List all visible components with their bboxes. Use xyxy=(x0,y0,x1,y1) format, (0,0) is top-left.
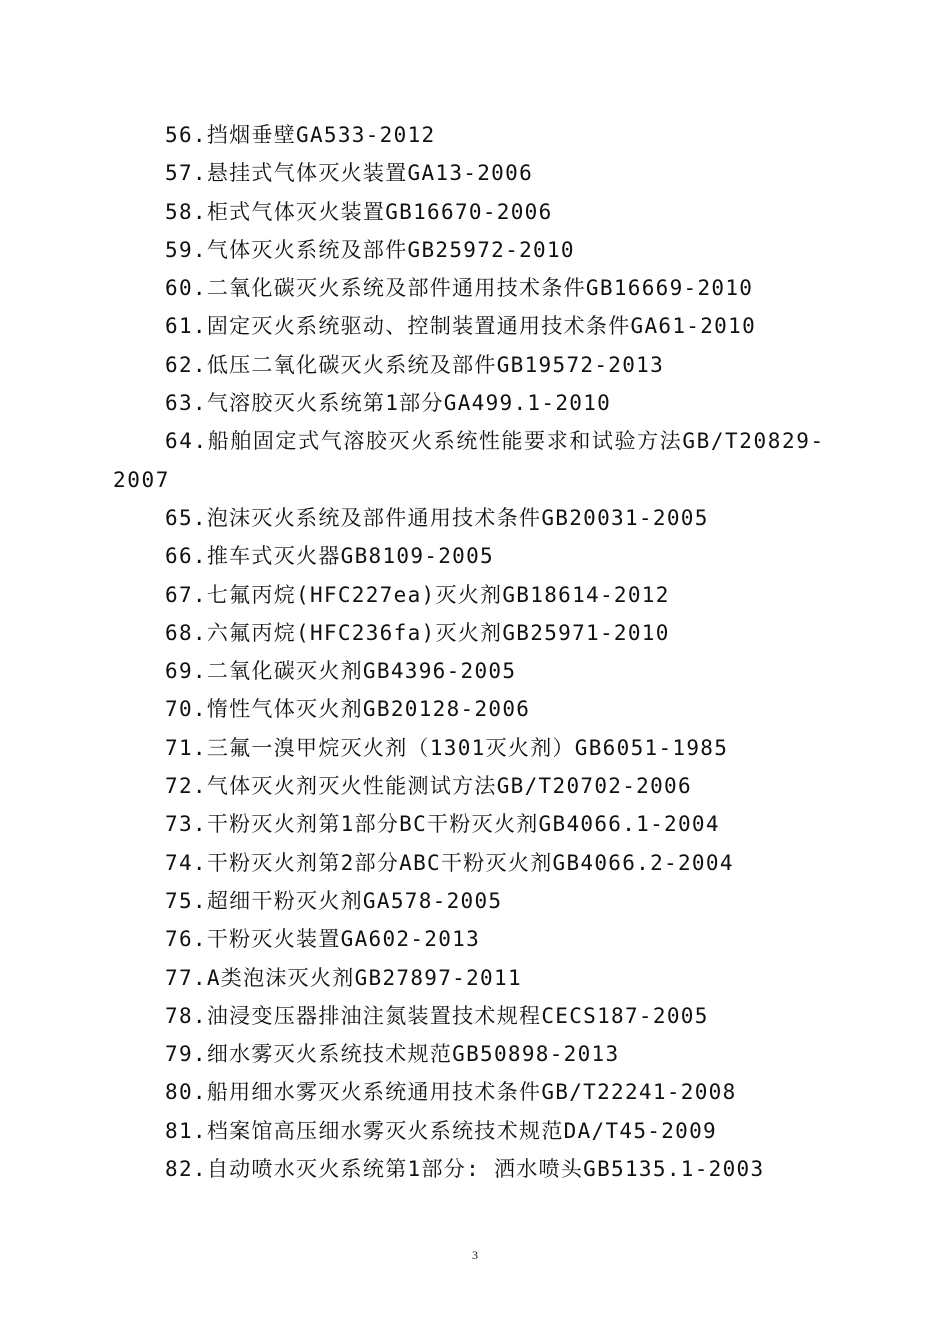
list-item: 70.惰性气体灭火剂GB20128-2006 xyxy=(165,697,531,722)
list-item: 75.超细干粉灭火剂GA578-2005 xyxy=(165,888,503,913)
list-item: 59.气体灭火系统及部件GB25972-2010 xyxy=(165,237,575,262)
list-item: 79.细水雾灭火系统技术规范GB50898-2013 xyxy=(165,1042,620,1067)
list-item: 77.A类泡沫灭火剂GB27897-2011 xyxy=(165,965,522,990)
list-item: 80.船用细水雾灭火系统通用技术条件GB/T22241-2008 xyxy=(165,1080,737,1105)
list-item: 65.泡沫灭火系统及部件通用技术条件GB20031-2005 xyxy=(165,505,709,530)
list-item: 58.柜式气体灭火装置GB16670-2006 xyxy=(165,199,553,224)
list-item-wrapped: 64.船舶固定式气溶胶灭火系统性能要求和试验方法GB/T20829-2007 xyxy=(113,429,825,492)
list-item: 74.干粉灭火剂第2部分ABC干粉灭火剂GB4066.2-2004 xyxy=(165,850,734,875)
list-item: 71.三氟一溴甲烷灭火剂（1301灭火剂）GB6051-1985 xyxy=(165,735,729,760)
list-item: 68.六氟丙烷(HFC236fa)灭火剂GB25971-2010 xyxy=(165,620,670,645)
list-item: 78.油浸变压器排油注氮装置技术规程CECS187-2005 xyxy=(165,1003,709,1028)
list-item: 57.悬挂式气体灭火装置GA13-2006 xyxy=(165,161,534,186)
list-item: 63.气溶胶灭火系统第1部分GA499.1-2010 xyxy=(165,391,612,416)
page-number: 3 xyxy=(472,1248,478,1262)
list-item: 73.干粉灭火剂第1部分BC干粉灭火剂GB4066.1-2004 xyxy=(165,812,720,837)
list-item: 60.二氧化碳灭火系统及部件通用技术条件GB16669-2010 xyxy=(165,276,754,301)
list-item: 61.固定灭火系统驱动、控制装置通用技术条件GA61-2010 xyxy=(165,314,757,339)
list-item: 76.干粉灭火装置GA602-2013 xyxy=(165,927,481,952)
list-item: 69.二氧化碳灭火剂GB4396-2005 xyxy=(165,659,517,684)
list-item: 72.气体灭火剂灭火性能测试方法GB/T20702-2006 xyxy=(165,774,692,799)
list-item: 81.档案馆高压细水雾灭火系统技术规范DA/T45-2009 xyxy=(165,1118,718,1143)
list-item: 56.挡烟垂壁GA533-2012 xyxy=(165,123,436,147)
list-item: 67.七氟丙烷(HFC227ea)灭火剂GB18614-2012 xyxy=(165,582,670,607)
list-item: 66.推车式灭火器GB8109-2005 xyxy=(165,544,495,569)
list-item: 62.低压二氧化碳灭火系统及部件GB19572-2013 xyxy=(165,352,665,377)
standards-list xyxy=(113,116,843,1188)
list-item: 82.自动喷水灭火系统第1部分: 洒水喷头GB5135.1-2003 xyxy=(165,1157,765,1182)
